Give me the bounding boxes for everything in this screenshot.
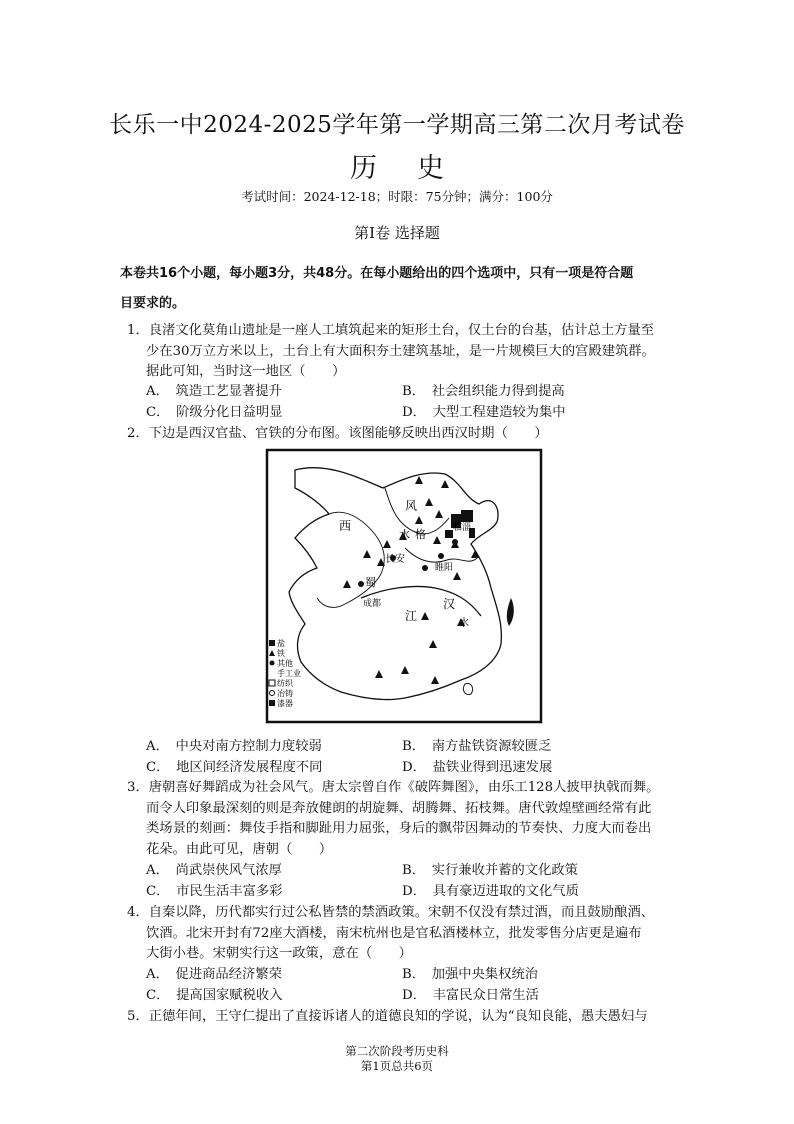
option-b[interactable]: B． 南方盐铁资源较匮乏	[402, 739, 552, 754]
option-d[interactable]: D． 具有豪迈进取的文化气质	[402, 884, 579, 899]
question-text-line: 2．下边是西汉官盐、官铁的分布图。该图能够反映出西汉时期（ ）	[127, 426, 548, 441]
footer-page-number: 第1页总共6页	[360, 1059, 434, 1073]
legend-salt-icon	[269, 640, 275, 646]
question-text-line: 少在30万立方米以上，土台上有大面积夯土建筑基址，是一片规模巨大的宫殿建筑群。	[146, 344, 655, 359]
map-label-shu: 蜀	[365, 576, 376, 589]
instructions-line-2: 目要求的。	[120, 296, 186, 311]
option-c[interactable]: C． 阶级分化日益明显	[146, 405, 283, 420]
question-text-line: 而令人印象最深刻的则是奔放健朗的胡旋舞、胡腾舞、拓枝舞。唐代敦煌壁画经常有此	[146, 801, 652, 816]
option-a[interactable]: A． 促进商品经济繁荣	[146, 967, 282, 982]
map-label-feng: 风	[405, 499, 418, 513]
question-text-line: 5．正德年间，王守仁提出了直接诉诸人的道德良知的学说，认为“良知良能，愚夫愚妇与	[127, 1009, 648, 1024]
question-text-line: 类场景的刻画：舞伎手指和脚趾用力屈张，身后的飘带因舞动的节奏快、力度大而卷出	[146, 821, 652, 836]
map-label-chengdu: 成都	[363, 599, 382, 609]
option-c[interactable]: C． 提高国家赋税收入	[146, 988, 283, 1003]
map-label-changan: 长安	[385, 554, 405, 565]
question-text-line: 3．唐朝喜好舞蹈成为社会风气。唐太宗曾自作《破阵舞图》，由乐工128人披甲执戟而舞。	[127, 780, 660, 795]
option-c[interactable]: C． 地区间经济发展程度不同	[146, 760, 323, 775]
map-label-shui: 水	[399, 528, 410, 541]
question-text-line: 据此可知，当时这一地区（ ）	[146, 364, 346, 379]
option-b[interactable]: B． 社会组织能力得到提高	[402, 384, 565, 399]
option-a[interactable]: A． 中央对南方控制力度较弱	[146, 739, 322, 754]
western-han-salt-iron-map	[265, 448, 543, 724]
question-text-line: 大街小巷。宋朝实行这一政策，意在（ ）	[146, 946, 412, 961]
question-text-line: 花朵。由此可见，唐朝（ ）	[146, 842, 333, 857]
map-label-jiang: 江	[405, 609, 418, 623]
option-d[interactable]: D． 大型工程建造较为集中	[402, 405, 566, 420]
map-label-ge: 格	[415, 528, 426, 541]
legend-item: 纺织	[277, 679, 293, 688]
exam-title: 长乐一中2024-2025学年第一学期高三第二次月考试卷	[109, 112, 685, 138]
legend-item: 冶铸	[277, 689, 293, 698]
map-label-shui-2: 水	[459, 618, 469, 629]
legend-item: 漆器	[277, 699, 293, 708]
map-label-linzi: 临淄	[453, 523, 472, 533]
option-a[interactable]: A． 筑造工艺显著提升	[146, 384, 282, 399]
footer-line-1: 第二次阶段考历史科	[345, 1044, 449, 1058]
legend-other-icon	[270, 661, 275, 666]
option-a[interactable]: A． 尚武崇侠风气浓厚	[146, 863, 282, 878]
option-c[interactable]: C． 市民生活丰富多彩	[146, 884, 283, 899]
question-text-line: 饮酒。北宋开封有72座大酒楼，南宋杭州也是官私酒楼林立，批发零售分店更是遍布	[146, 926, 642, 941]
option-b[interactable]: B． 实行兼收并蓄的文化政策	[402, 863, 578, 878]
legend-item: 盐	[277, 639, 285, 648]
option-d[interactable]: D． 丰富民众日常生活	[402, 988, 539, 1003]
legend-item: 手工业	[277, 669, 301, 678]
subject-title: 历史	[350, 153, 484, 184]
instructions-line-1: 本卷共16个小题，每小题3分，共48分。在每小题给出的四个选项中，只有一项是符合题	[120, 266, 634, 281]
option-d[interactable]: D． 盐铁业得到迅速发展	[402, 760, 553, 775]
legend-item: 铁	[277, 649, 285, 658]
option-b[interactable]: B． 加强中央集权统治	[402, 967, 539, 982]
exam-info: 考试时间：2024-12-18；时限：75分钟；满分：100分	[241, 189, 553, 204]
legend-item: 其他	[277, 659, 293, 668]
legend-lacquer-icon	[269, 700, 275, 706]
map-label-suiyang: 睢阳	[435, 563, 454, 573]
map-label-han: 汉	[443, 597, 456, 611]
question-text-line: 4．自秦以降，历代都实行过公私皆禁的禁酒政策。宋朝不仅没有禁过酒，而且鼓励酿酒、	[127, 905, 655, 920]
section-heading: 第Ⅰ卷 选择题	[354, 224, 440, 242]
map-frame	[267, 450, 541, 722]
question-text-line: 1．良渚文化莫角山遗址是一座人工填筑起来的矩形土台，仅土台的台基，估计总土方量至	[127, 323, 655, 338]
map-label-xi: 西	[339, 519, 352, 533]
